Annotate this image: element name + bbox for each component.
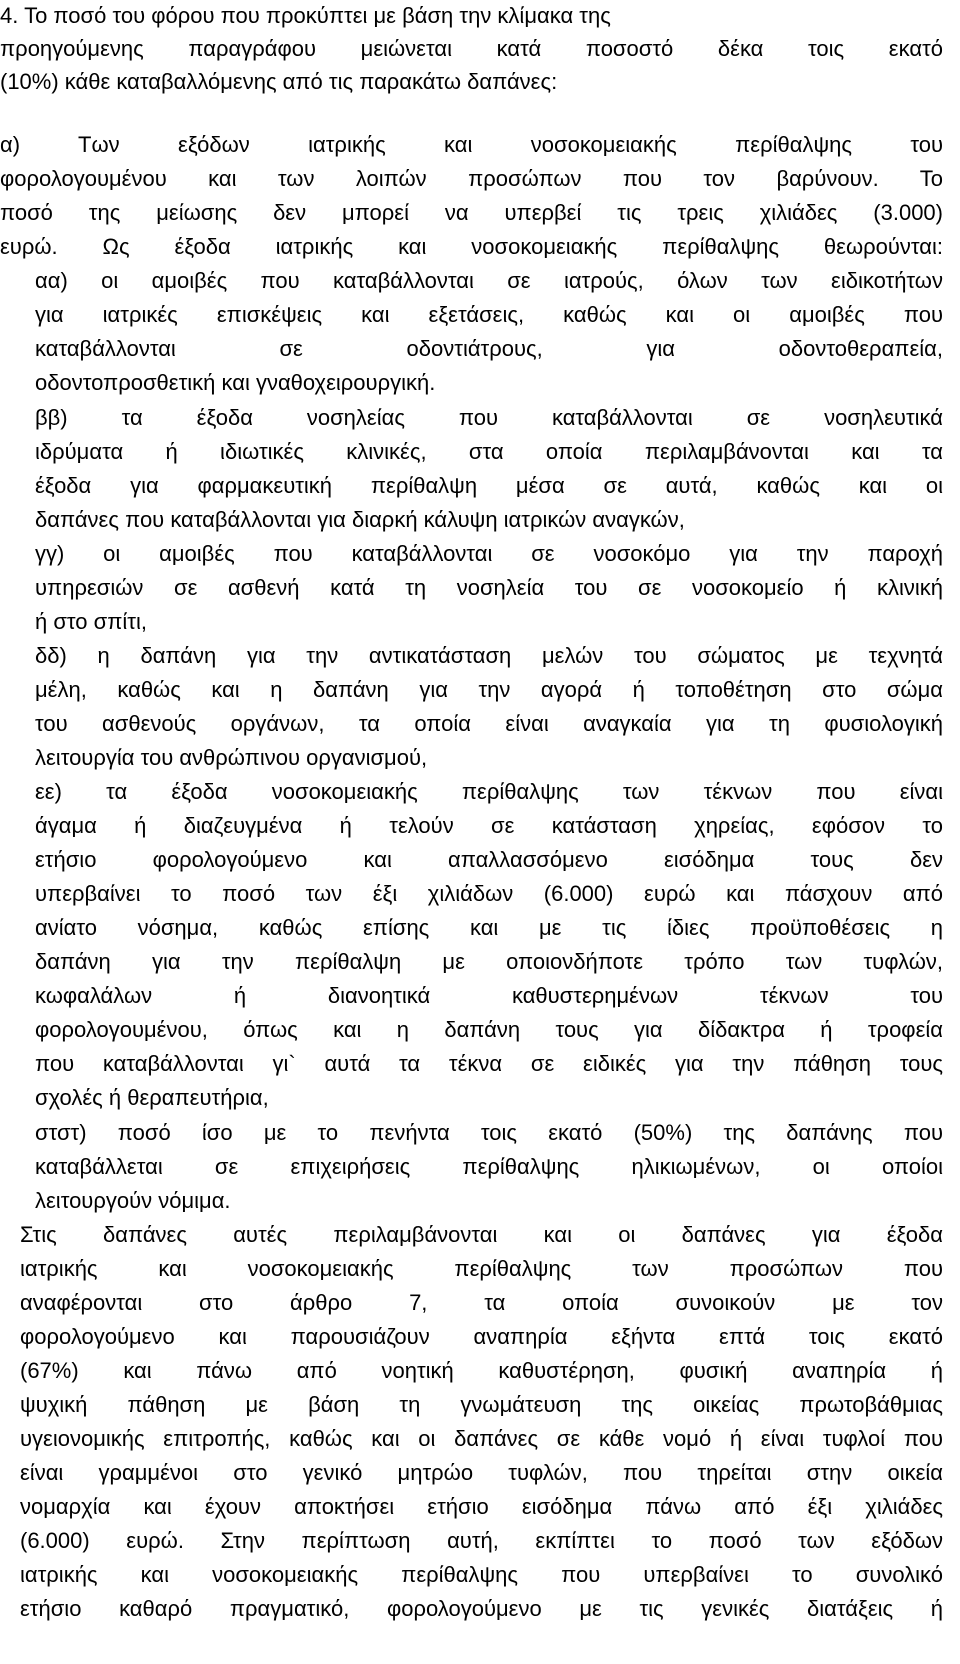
text-line: ή στο σπίτι,: [35, 609, 147, 634]
text-line: του ασθενούς οργάνων, τα οποία είναι αναγκαία για τη φυσιολογική: [35, 711, 943, 736]
text-line: υπηρεσιών σε ασθενή κατά τη νοσηλεία του σε νοσοκομείο ή κλινική: [35, 575, 943, 600]
text-line: δαπάνη για την περίθαλψη με οποιονδήποτε τρόπο των τυφλών,: [35, 949, 943, 974]
text-line: λειτουργούν νόμιμα.: [35, 1188, 231, 1213]
text-line: καταβάλλεται σε επιχειρήσεις περίθαλψης ηλικιωμένων, οι οποίοι: [35, 1154, 943, 1179]
text-line: ετήσιο φορολογούμενο και απαλλασσόμενο εισόδημα τους δεν: [35, 847, 943, 872]
text-line: σχολές ή θεραπευτήρια,: [35, 1085, 269, 1110]
text-line: α) Των εξόδων ιατρικής και νοσοκομειακής περίθαλψης του: [0, 132, 943, 157]
text-line: δδ) η δαπάνη για την αντικατάσταση μελών του σώματος με τεχνητά: [35, 643, 943, 668]
text-line: (10%) κάθε καταβαλλόμενης από τις παρακάτω δαπάνες:: [0, 69, 558, 94]
text-line: είναι γραμμένοι στο γενικό μητρώο τυφλών, που τηρείται στην οικεία: [20, 1460, 943, 1485]
text-line: έξοδα για φαρμακευτική περίθαλψη μέσα σε αυτά, καθώς και οι: [35, 473, 943, 498]
text-line: μέλη, καθώς και η δαπάνη για την αγορά ή τοποθέτηση στο σώμα: [35, 677, 943, 702]
text-line: δαπάνες που καταβάλλονται για διαρκή κάλυψη ιατρικών αναγκών,: [35, 507, 685, 532]
text-line: υπερβαίνει το ποσό των έξι χιλιάδων (6.000) ευρώ και πάσχουν από: [35, 881, 943, 906]
text-line: φορολογουμένου και των λοιπών προσώπων που τον βαρύνουν. Το: [0, 166, 943, 191]
text-line: ευρώ. Ως έξοδα ιατρικής και νοσοκομειακής περίθαλψης θεωρούνται:: [0, 234, 943, 259]
text-line: άγαμα ή διαζευγμένα ή τελούν σε κατάσταση χηρείας, εφόσον το: [35, 813, 943, 838]
text-line: αα) οι αμοιβές που καταβάλλονται σε ιατρούς, όλων των ειδικοτήτων: [35, 268, 943, 293]
text-line: λειτουργία του ανθρώπινου οργανισμού,: [35, 745, 428, 770]
text-line: ετήσιο καθαρό πραγματικό, φορολογούμενο με τις γενικές διατάξεις ή: [20, 1596, 943, 1621]
text-line: υγειονομικής επιτροπής, καθώς και οι δαπάνες σε κάθε νομό ή είναι τυφλοί που: [20, 1426, 943, 1451]
text-line: κωφαλάλων ή διανοητικά καθυστερημένων τέκνων του: [35, 983, 943, 1008]
text-line: φορολογούμενο και παρουσιάζουν αναπηρία εξήντα επτά τοις εκατό: [20, 1324, 943, 1349]
text-line: ιδρύματα ή ιδιωτικές κλινικές, στα οποία περιλαμβάνονται και τα: [35, 439, 943, 464]
text-line: Στις δαπάνες αυτές περιλαμβάνονται και οι δαπάνες για έξοδα: [20, 1222, 943, 1247]
text-line: ανίατο νόσημα, καθώς επίσης και με τις ίδιες προϋποθέσεις η: [35, 915, 943, 940]
text-line: προηγούμενης παραγράφου μειώνεται κατά ποσοστό δέκα τοις εκατό: [0, 36, 943, 61]
text-line: γγ) οι αμοιβές που καταβάλλονται σε νοσοκόμο για την παροχή: [35, 541, 943, 566]
text-line: ψυχική πάθηση με βάση τη γνωμάτευση της οικείας πρωτοβάθμιας: [20, 1392, 943, 1417]
text-line: αναφέρονται στο άρθρο 7, τα οποία συνοικούν με τον: [20, 1290, 943, 1315]
text-line: στστ) ποσό ίσο με το πενήντα τοις εκατό (50%) της δαπάνης που: [35, 1120, 943, 1145]
text-line: (67%) και πάνω από νοητική καθυστέρηση, φυσική αναπηρία ή: [20, 1358, 943, 1383]
text-line: εε) τα έξοδα νοσοκομειακής περίθαλψης των τέκνων που είναι: [35, 779, 943, 804]
text-line: ββ) τα έξοδα νοσηλείας που καταβάλλονται σε νοσηλευτικά: [35, 405, 943, 430]
text-line: ιατρικής και νοσοκομειακής περίθαλψης που υπερβαίνει το συνολικό: [20, 1562, 943, 1587]
text-line: για ιατρικές επισκέψεις και εξετάσεις, καθώς και οι αμοιβές που: [35, 302, 943, 327]
text-line: ποσό της μείωσης δεν μπορεί να υπερβεί τις τρεις χιλιάδες (3.000): [0, 200, 943, 225]
text-line: 4. Το ποσό του φόρου που προκύπτει με βάση την κλίμακα της: [0, 3, 611, 28]
text-line: φορολογουμένου, όπως και η δαπάνη τους για δίδακτρα ή τροφεία: [35, 1017, 943, 1042]
text-line: νομαρχία και έχουν αποκτήσει ετήσιο εισόδημα πάνω από έξι χιλιάδες: [20, 1494, 943, 1519]
text-line: οδοντοπροσθετική και γναθοχειρουργική.: [35, 370, 436, 395]
text-line: ιατρικής και νοσοκομειακής περίθαλψης των προσώπων που: [20, 1256, 943, 1281]
text-line: που καταβάλλονται γι` αυτά τα τέκνα σε ειδικές για την πάθηση τους: [35, 1051, 943, 1076]
text-line: (6.000) ευρώ. Στην περίπτωση αυτή, εκπίπτει το ποσό των εξόδων: [20, 1528, 943, 1553]
text-line: καταβάλλονται σε οδοντιάτρους, για οδοντοθεραπεία,: [35, 336, 943, 361]
